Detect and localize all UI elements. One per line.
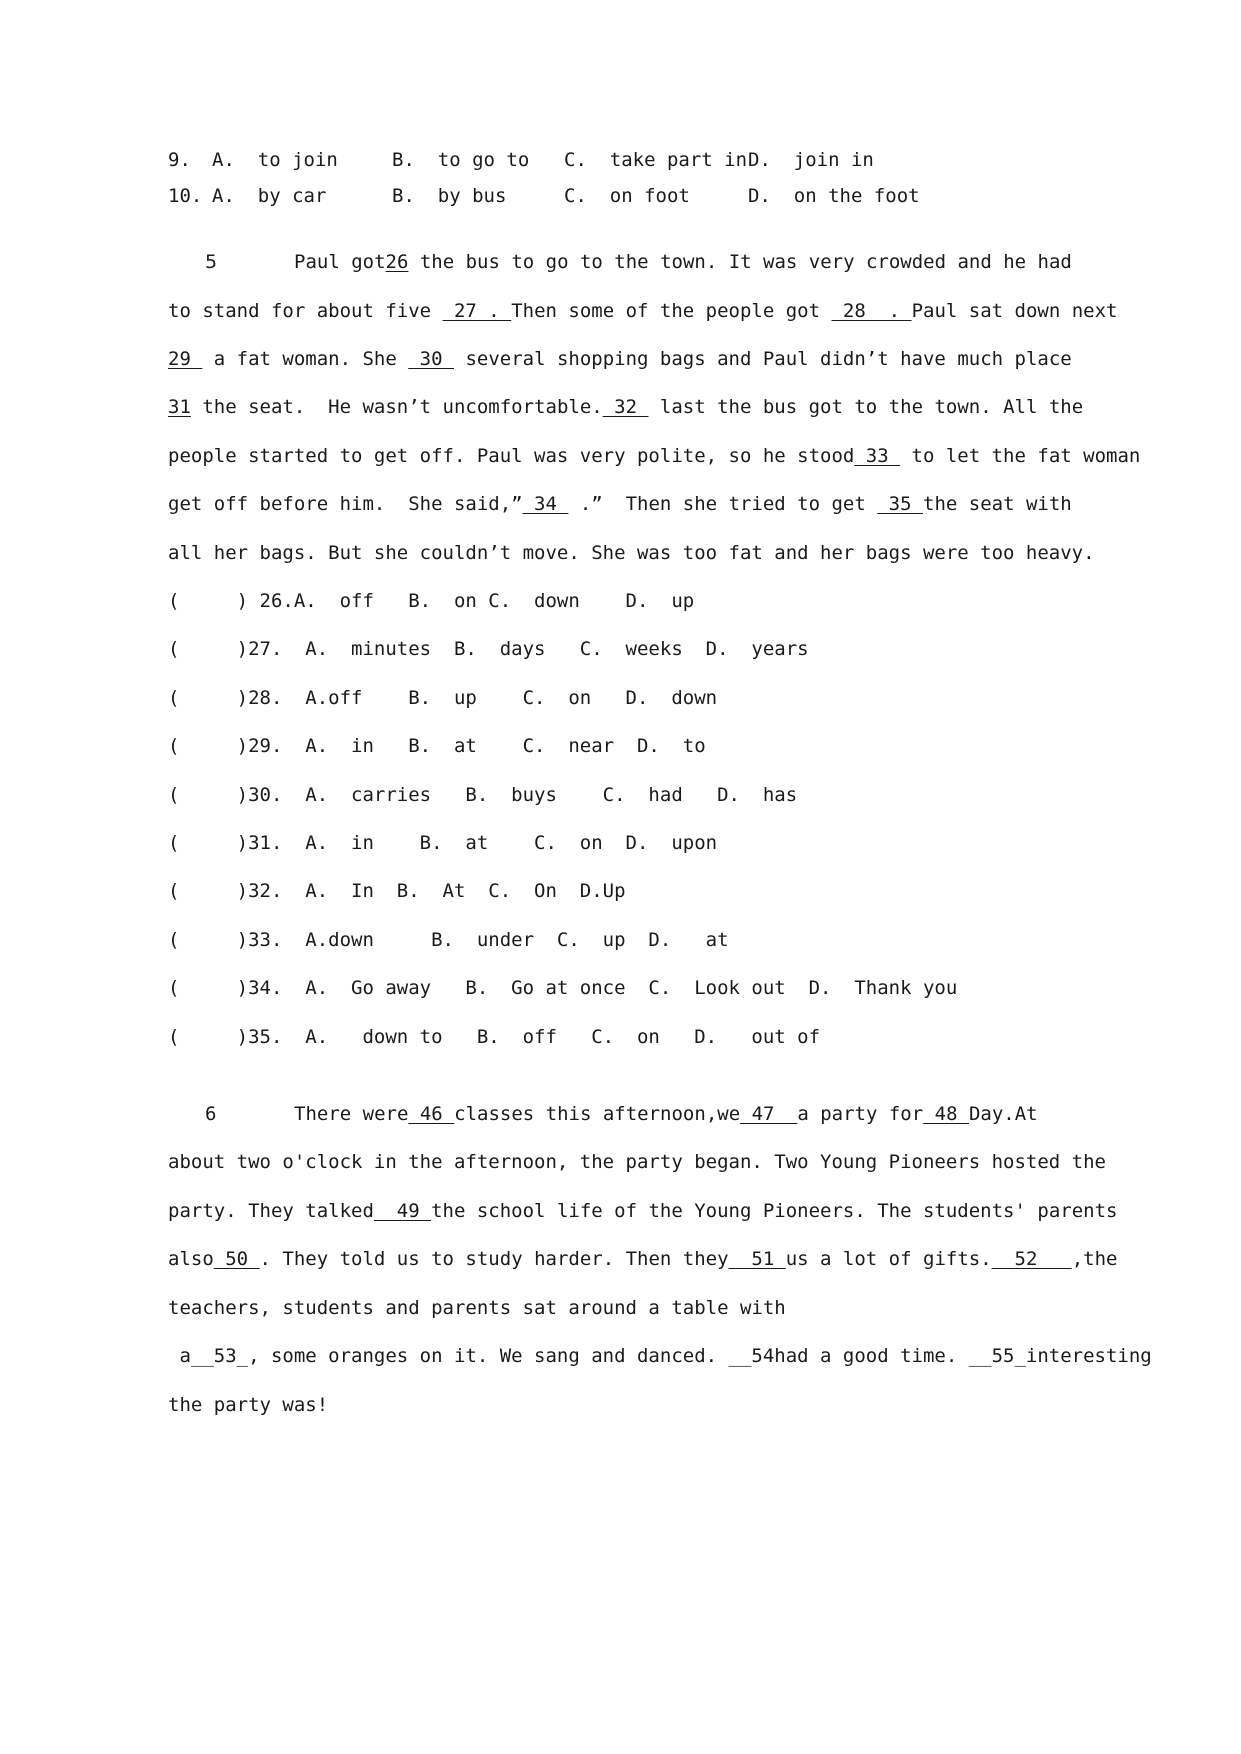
passage-line: get off before him. She said,” 34 .” Then she tried to get 35 the seat with — [168, 493, 1072, 515]
blank-47: 47 — [740, 1103, 798, 1125]
option-row: ( )32. A. In B. At C. On D.Up — [168, 880, 626, 902]
passage-line: party. They talked 49 the school life of the Young Pioneers. The students' parents — [168, 1200, 1118, 1222]
blank-52: 52 — [991, 1248, 1072, 1270]
option-d: D. on the foot — [748, 185, 920, 207]
blank-32: 32 — [602, 396, 649, 418]
blank-50: 50 — [213, 1248, 260, 1270]
option-row: ( )34. A. Go away B. Go at once C. Look out D. Thank you — [168, 977, 958, 999]
passage-line: about two o'clock in the afternoon, the party began. Two Young Pioneers hosted the — [168, 1151, 1106, 1173]
passage-line: all her bags. But she couldn’t move. She was too fat and her bags were too heavy. — [168, 542, 1095, 564]
blank-34: 34 — [522, 493, 569, 515]
blank-26: 26 — [385, 251, 409, 273]
option-d: D. join in — [748, 149, 874, 171]
option-row: ( )35. A. down to B. off C. on D. out of — [168, 1026, 821, 1048]
blank-28: 28 . — [831, 300, 912, 322]
blank-27: 27 . — [442, 300, 512, 322]
blank-46: 46 — [408, 1103, 455, 1125]
passage-line: people started to get off. Paul was very polite, so he stood 33 to let the fat woman — [168, 445, 1141, 467]
option-row: ( )29. A. in B. at C. near D. to — [168, 735, 706, 757]
option-row: ( )28. A.off B. up C. on D. down — [168, 687, 718, 709]
blank-33: 33 — [854, 445, 901, 467]
blank-35: 35 — [877, 493, 923, 515]
passage-line: There were 46 classes this afternoon,we 47 a party for 48 Day.At — [294, 1103, 1038, 1125]
option-row: ( ) 26.A. off B. on C. down D. up — [168, 590, 695, 612]
option-row: ( )27. A. minutes B. days C. weeks D. years — [168, 638, 809, 660]
passage-line: 31 the seat. He wasn’t uncomfortable. 32 last the bus got to the town. All the — [168, 396, 1084, 418]
section-number: 6 — [205, 1103, 217, 1125]
passage-line: Paul got26 the bus to go to the town. It was very crowded and he had — [294, 251, 1072, 273]
blank-51: 51 — [728, 1248, 786, 1270]
option-a: A. by car — [212, 185, 327, 207]
option-b: B. by bus — [392, 185, 507, 207]
option-row: ( )31. A. in B. at C. on D. upon — [168, 832, 718, 854]
blank-48: 48 — [923, 1103, 969, 1125]
blank-49: 49 — [373, 1200, 432, 1222]
passage-line: 29 a fat woman. She 30 several shopping bags and Paul didn’t have much place — [168, 348, 1072, 370]
blank-31: 31 — [168, 396, 191, 418]
option-row: ( )30. A. carries B. buys C. had D. has — [168, 784, 798, 806]
option-a: A. to join — [212, 149, 338, 171]
section-number: 5 — [205, 251, 218, 273]
blank-29: 29 — [168, 348, 203, 370]
question-number: 9. — [168, 149, 191, 171]
option-b: B. to go to — [392, 149, 530, 171]
passage-line: a__53_, some oranges on it. We sang and danced. __54had a good time. __55_interesting — [168, 1345, 1152, 1367]
option-c: C. on foot — [564, 185, 690, 207]
passage-line: the party was! — [168, 1394, 329, 1416]
option-c: C. take part in — [564, 149, 748, 171]
blank-30: 30 — [408, 348, 454, 370]
passage-line: teachers, students and parents sat around a table with — [168, 1297, 786, 1319]
question-number: 10. — [168, 185, 203, 207]
passage-line: also 50 . They told us to study harder. Then they 51 us a lot of gifts. 52 ,the — [168, 1248, 1118, 1270]
option-row: ( )33. A.down B. under C. up D. at — [168, 929, 729, 951]
passage-line: to stand for about five 27 . Then some of the people got 28 . Paul sat down next — [168, 300, 1118, 322]
